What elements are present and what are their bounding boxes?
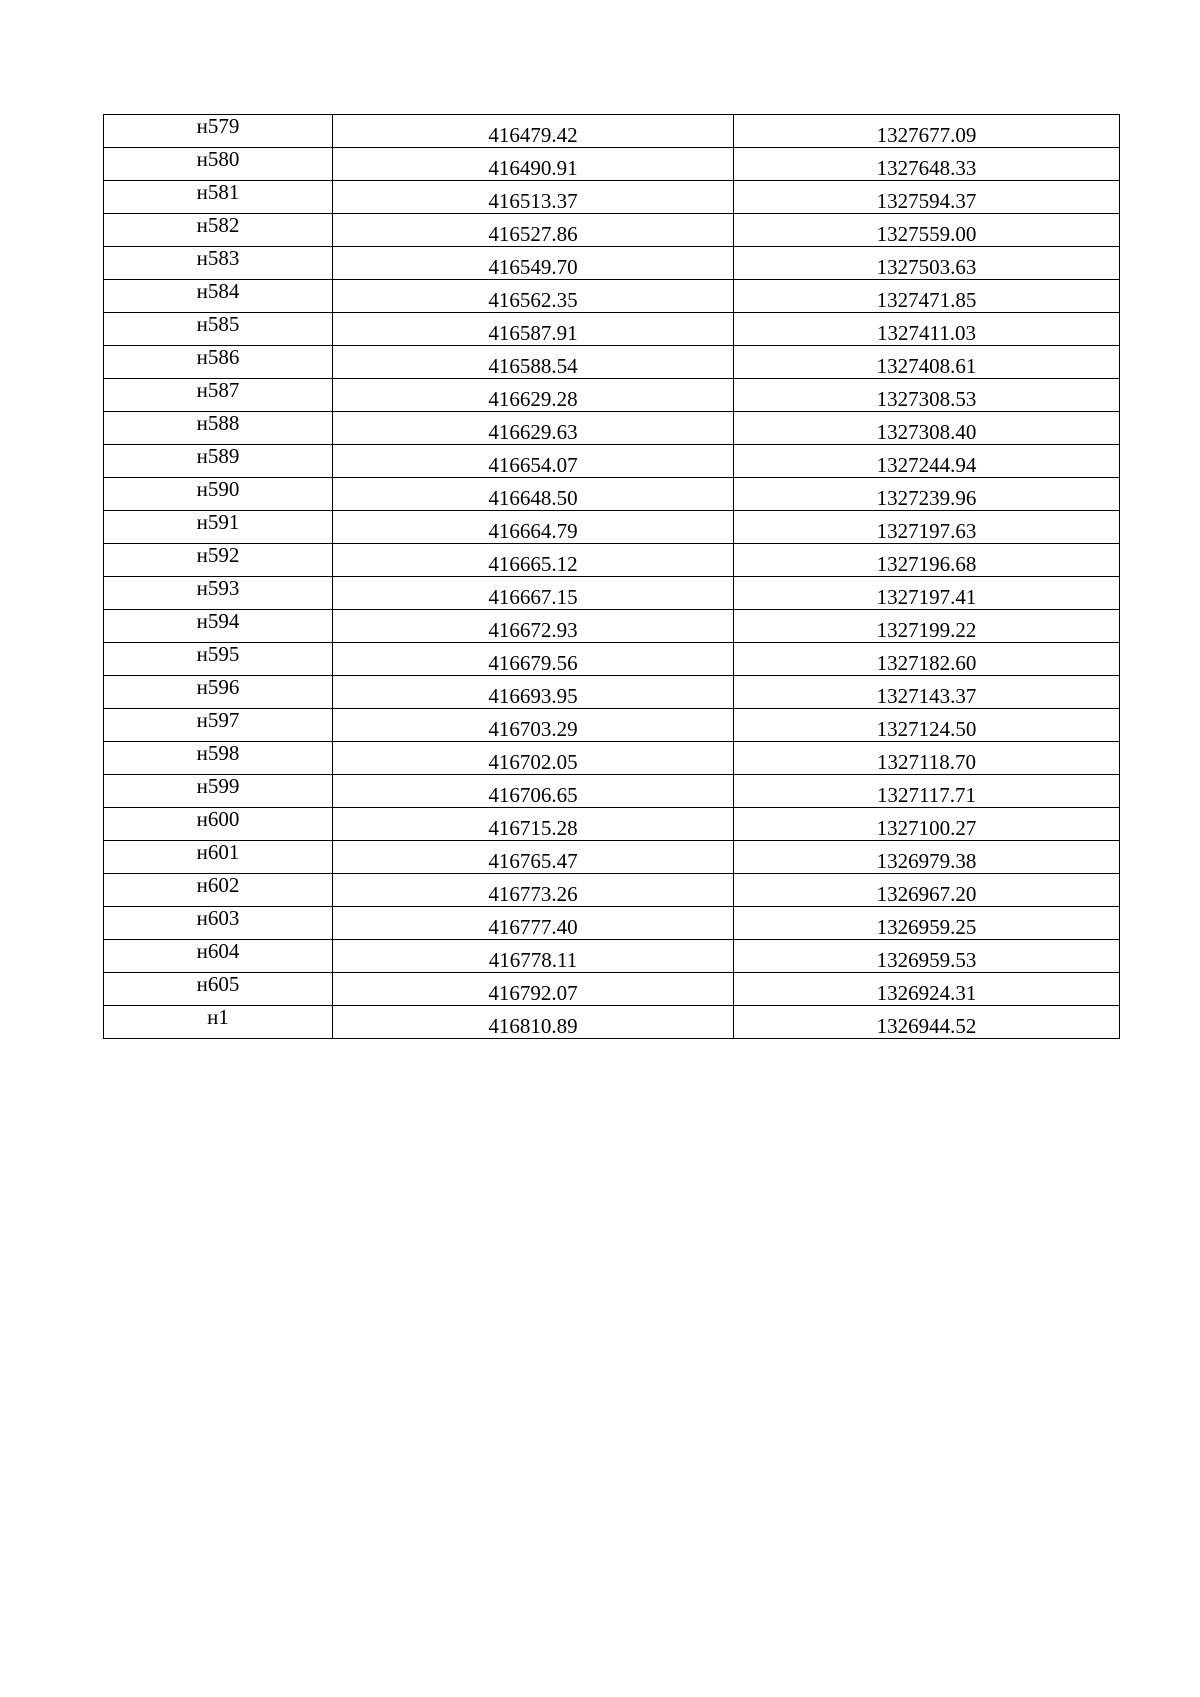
x-coordinate-cell: 416665.12 — [333, 544, 734, 577]
table-row — [104, 379, 1120, 412]
x-coordinate-cell: 416490.91 — [333, 148, 734, 181]
point-name-cell: н580 — [104, 148, 333, 181]
x-coordinate-cell: 416629.63 — [333, 412, 734, 445]
y-coordinate-cell: 1326924.31 — [734, 973, 1120, 1006]
x-coordinate-cell: 416778.11 — [333, 940, 734, 973]
y-coordinate-cell: 1327559.00 — [734, 214, 1120, 247]
coordinates-table-body — [104, 115, 1120, 1039]
coordinates-table — [103, 114, 1120, 1039]
y-coordinate-cell: 1327143.37 — [734, 676, 1120, 709]
point-name-cell: н601 — [104, 841, 333, 874]
table-row — [104, 247, 1120, 280]
x-coordinate-cell: 416706.65 — [333, 775, 734, 808]
point-name-cell: н582 — [104, 214, 333, 247]
y-coordinate-cell: 1326967.20 — [734, 874, 1120, 907]
table-row — [104, 148, 1120, 181]
x-coordinate-cell: 416654.07 — [333, 445, 734, 478]
x-coordinate-cell: 416648.50 — [333, 478, 734, 511]
y-coordinate-cell: 1327117.71 — [734, 775, 1120, 808]
x-coordinate-cell: 416792.07 — [333, 973, 734, 1006]
x-coordinate-cell: 416715.28 — [333, 808, 734, 841]
x-coordinate-cell: 416703.29 — [333, 709, 734, 742]
x-coordinate-cell: 416702.05 — [333, 742, 734, 775]
y-coordinate-cell: 1327411.03 — [734, 313, 1120, 346]
x-coordinate-cell: 416667.15 — [333, 577, 734, 610]
table-row — [104, 709, 1120, 742]
point-name-cell: н598 — [104, 742, 333, 775]
y-coordinate-cell: 1327308.53 — [734, 379, 1120, 412]
table-row — [104, 544, 1120, 577]
point-name-cell: н583 — [104, 247, 333, 280]
y-coordinate-cell: 1327197.41 — [734, 577, 1120, 610]
x-coordinate-cell: 416562.35 — [333, 280, 734, 313]
x-coordinate-cell: 416513.37 — [333, 181, 734, 214]
point-name-cell: н599 — [104, 775, 333, 808]
point-name-cell: н593 — [104, 577, 333, 610]
y-coordinate-cell: 1327594.37 — [734, 181, 1120, 214]
point-name-cell: н597 — [104, 709, 333, 742]
table-row — [104, 346, 1120, 379]
table-row — [104, 181, 1120, 214]
point-name-cell: н586 — [104, 346, 333, 379]
x-coordinate-cell: 416693.95 — [333, 676, 734, 709]
y-coordinate-cell: 1327118.70 — [734, 742, 1120, 775]
y-coordinate-cell: 1327244.94 — [734, 445, 1120, 478]
x-coordinate-cell: 416664.79 — [333, 511, 734, 544]
y-coordinate-cell: 1327471.85 — [734, 280, 1120, 313]
point-name-cell: н591 — [104, 511, 333, 544]
x-coordinate-cell: 416629.28 — [333, 379, 734, 412]
y-coordinate-cell: 1327648.33 — [734, 148, 1120, 181]
x-coordinate-cell: 416479.42 — [333, 115, 734, 148]
y-coordinate-cell: 1327182.60 — [734, 643, 1120, 676]
table-row — [104, 775, 1120, 808]
y-coordinate-cell: 1327239.96 — [734, 478, 1120, 511]
point-name-cell: н594 — [104, 610, 333, 643]
x-coordinate-cell: 416777.40 — [333, 907, 734, 940]
table-row — [104, 940, 1120, 973]
y-coordinate-cell: 1326944.52 — [734, 1006, 1120, 1039]
y-coordinate-cell: 1327308.40 — [734, 412, 1120, 445]
y-coordinate-cell: 1327196.68 — [734, 544, 1120, 577]
y-coordinate-cell: 1327197.63 — [734, 511, 1120, 544]
table-row — [104, 577, 1120, 610]
point-name-cell: н585 — [104, 313, 333, 346]
table-row — [104, 907, 1120, 940]
point-name-cell: н588 — [104, 412, 333, 445]
point-name-cell: н605 — [104, 973, 333, 1006]
table-row — [104, 874, 1120, 907]
point-name-cell: н596 — [104, 676, 333, 709]
point-name-cell: н590 — [104, 478, 333, 511]
table-row — [104, 214, 1120, 247]
x-coordinate-cell: 416773.26 — [333, 874, 734, 907]
y-coordinate-cell: 1327677.09 — [734, 115, 1120, 148]
table-row — [104, 808, 1120, 841]
table-row — [104, 676, 1120, 709]
point-name-cell: н579 — [104, 115, 333, 148]
point-name-cell: н581 — [104, 181, 333, 214]
table-row — [104, 478, 1120, 511]
table-row — [104, 313, 1120, 346]
point-name-cell: н592 — [104, 544, 333, 577]
point-name-cell: н587 — [104, 379, 333, 412]
y-coordinate-cell: 1327199.22 — [734, 610, 1120, 643]
x-coordinate-cell: 416588.54 — [333, 346, 734, 379]
x-coordinate-cell: 416527.86 — [333, 214, 734, 247]
table-row — [104, 643, 1120, 676]
x-coordinate-cell: 416549.70 — [333, 247, 734, 280]
y-coordinate-cell: 1326979.38 — [734, 841, 1120, 874]
table-row — [104, 115, 1120, 148]
y-coordinate-cell: 1326959.25 — [734, 907, 1120, 940]
table-row — [104, 841, 1120, 874]
table-row — [104, 445, 1120, 478]
table-row — [104, 973, 1120, 1006]
point-name-cell: н1 — [104, 1006, 333, 1039]
x-coordinate-cell: 416672.93 — [333, 610, 734, 643]
table-row — [104, 742, 1120, 775]
table-row — [104, 412, 1120, 445]
y-coordinate-cell: 1327124.50 — [734, 709, 1120, 742]
y-coordinate-cell: 1327503.63 — [734, 247, 1120, 280]
x-coordinate-cell: 416765.47 — [333, 841, 734, 874]
x-coordinate-cell: 416810.89 — [333, 1006, 734, 1039]
point-name-cell: н603 — [104, 907, 333, 940]
y-coordinate-cell: 1326959.53 — [734, 940, 1120, 973]
point-name-cell: н595 — [104, 643, 333, 676]
y-coordinate-cell: 1327408.61 — [734, 346, 1120, 379]
table-row — [104, 511, 1120, 544]
point-name-cell: н604 — [104, 940, 333, 973]
table-row — [104, 610, 1120, 643]
x-coordinate-cell: 416679.56 — [333, 643, 734, 676]
y-coordinate-cell: 1327100.27 — [734, 808, 1120, 841]
point-name-cell: н600 — [104, 808, 333, 841]
x-coordinate-cell: 416587.91 — [333, 313, 734, 346]
point-name-cell: н584 — [104, 280, 333, 313]
table-row — [104, 280, 1120, 313]
point-name-cell: н589 — [104, 445, 333, 478]
table-row — [104, 1006, 1120, 1039]
point-name-cell: н602 — [104, 874, 333, 907]
